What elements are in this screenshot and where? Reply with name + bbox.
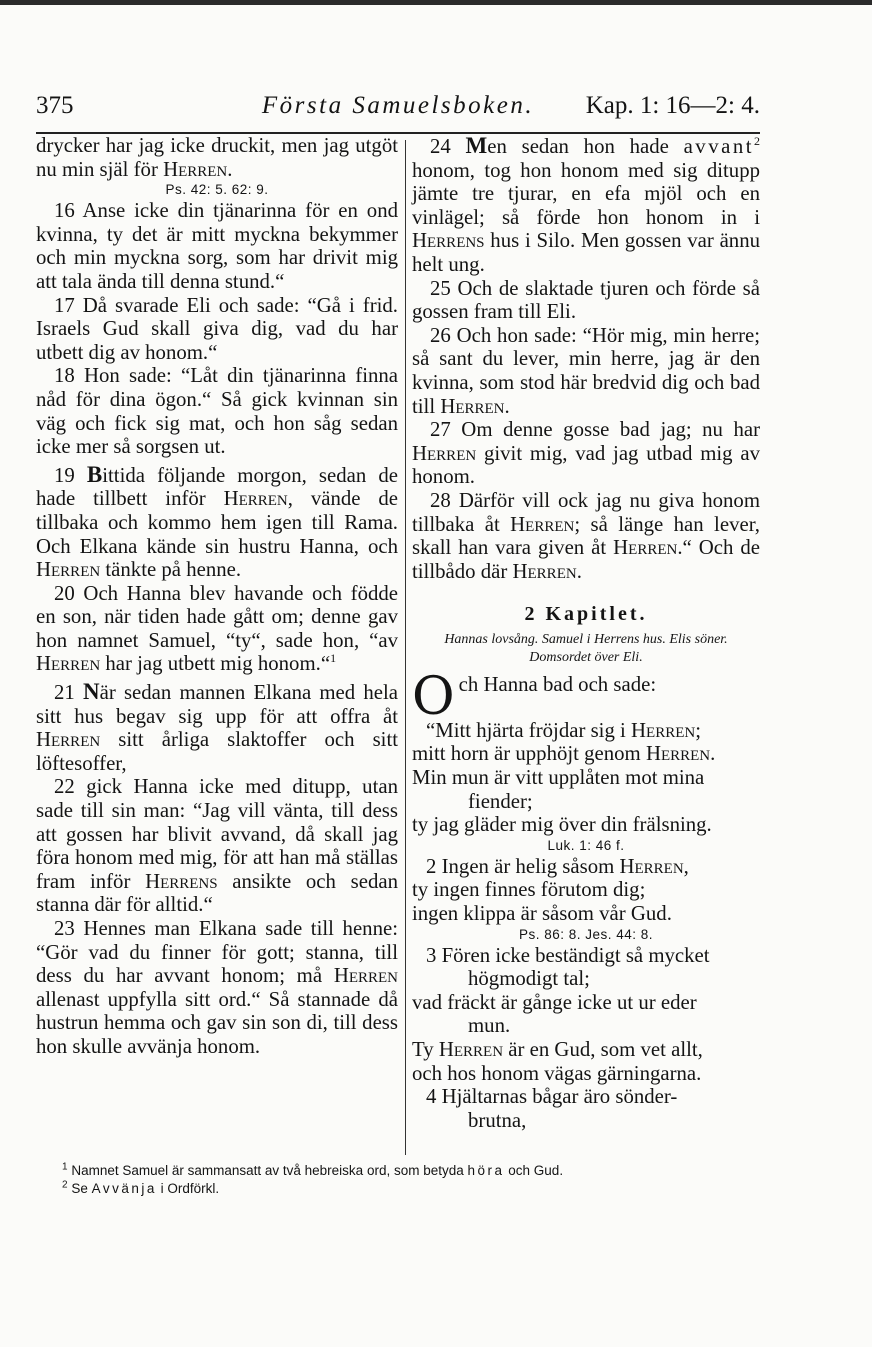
verse-28: 28 Därför vill ock jag nu giva honom tillbaka åt Herren; så länge han lever, skall han vara given åt Herren.“ Och de tillbådo där Herren. [412, 488, 760, 583]
poem-line: Ty Herren är en Gud, som vet allt, [412, 1038, 703, 1061]
poem-line: vad fräckt är gånge icke ut ur eder [412, 990, 697, 1014]
poem-line-continuation: högmodigt tal; [468, 967, 590, 991]
poem-line: “Mitt hjärta fröjdar sig i Herren; [426, 718, 701, 742]
chapter-2-verse-1-intro: Och Hanna bad och sade: [412, 666, 657, 727]
verse-24: 24 Men sedan hon hade avvant$^2$ honom, tog hon honom med sig ditupp jämte tre tjurar, en efa mjöl och en vinlägel; så förde hon honom in i Herrens hus i Silo. Men gossen var ännu helt ung. [412, 133, 761, 276]
poem-line: 2 Ingen är helig såsom Herren, [426, 854, 689, 878]
verse-25: 25 Och de slaktade tjuren och förde så gossen fram till Eli. [412, 276, 760, 324]
poem-line: mitt horn är upphöjt genom Herren. [412, 742, 716, 766]
page-number: 375 [36, 92, 74, 119]
verse-17: 17 Då svarade Eli och sade: “Gå i frid. Israels Gud skall giva dig, vad du har utbett dig av honom.“ [36, 293, 398, 364]
column-divider [405, 140, 406, 1155]
poem-line: ty jag gläder mig över din frälsning. [412, 813, 712, 837]
poem-line-continuation: fiender; [468, 789, 533, 813]
verse-23: 23 Hennes man Elkana sade till henne: “Gör vad du finner för gott; stanna, till dess du har avvant honom; må Herren allenast uppfylla sitt ord.“ Så stannade då hustrun hemma och gav sin son di, till dess hon skulle avvänja honom. [36, 917, 398, 1058]
poem-line: 4 Hjältarnas bågar äro sönder- [426, 1085, 678, 1109]
verse-18: 18 Hon sade: “Låt din tjänarinna finna nåd för dina ögon.“ Så gick kvinnan sin väg och fick sig mat, och hon såg sedan icke mer så sorgsen ut. [36, 364, 398, 459]
verse-19: 19 Bittida följande morgon, sedan de hade tillbett inför Herren, vände de tillbaka och kommo hem igen till Rama. Och Elkana kände sin hustru Hanna, och Herren tänkte på henne. [36, 461, 398, 582]
poem-line: Min mun är vitt upplåten mot mina [412, 766, 705, 790]
page-header [36, 92, 760, 128]
poem-line-continuation: brutna, [468, 1108, 527, 1132]
verse-20: 20 Och Hanna blev havande och födde en son, när tiden hade gått om; denne gav hon namnet Samuel, “ty“, sade hon, “av Herren har jag utbett mig honom.“$^1$ [36, 581, 398, 676]
cross-reference: Luk. 1: 46 f. [547, 837, 625, 853]
drop-cap: O [412, 666, 455, 727]
verse-15-continuation: drycker har jag icke druckit, men jag utgöt nu min själ för Herren. [36, 134, 398, 181]
top-edge-line [0, 0, 872, 5]
left-column [36, 134, 398, 1059]
footnote-marker: 2 [754, 134, 761, 149]
running-title: Första Samuelsboken. [261, 92, 535, 119]
poem-line: och hos honom vägas gärningarna. [412, 1061, 702, 1085]
cross-reference: Ps. 42: 5. 62: 9. [165, 182, 269, 198]
verse-26: 26 Och hon sade: “Hör mig, min herre; så sant du lever, min herre, jag är den kvinna, som stod här bredvid dig och bad till Herren. [412, 323, 760, 418]
verse-16: 16 Anse icke din tjänarinna för en ond kvinna, ty det är mitt myckna bekymmer och min myckna sorg, som har drivit mig att tala ända till denna stund.“ [36, 199, 398, 293]
poem-line: ty ingen finnes förutom dig; [412, 878, 646, 902]
cross-reference: Ps. 86: 8. Jes. 44: 8. [518, 926, 654, 942]
verse-22: 22 gick Hanna icke med ditupp, utan sade till sin man: “Jag vill vänta, till dess att gossen har blivit avvand, då skall jag föra honom med mig, för att han må ställas fram inför Herrens ansikte och sedan stanna där för alltid.“ [36, 775, 398, 917]
verse-27: 27 Om denne gosse bad jag; nu har Herren givit mig, vad jag utbad mig av honom. [412, 418, 760, 489]
footnote-2: $^2$ Se Avvänja i Ordförkl. [62, 1179, 220, 1196]
poem-line-continuation: mun. [468, 1014, 511, 1038]
poem-line: ingen klippa är såsom vår Gud. [412, 902, 672, 926]
right-column [412, 134, 760, 1132]
footnote-marker: 1 [330, 651, 337, 666]
chapter-summary: Hannas lovsång. Samuel i Herrens hus. Elis söner. Domsordet över Eli. [444, 631, 728, 665]
footnote-1: $^1$ Namnet Samuel är sammansatt av två hebreiska ord, som betyda höra och Gud. [62, 1161, 564, 1178]
verse-21: 21 När sedan mannen Elkana med hela sitt hus begav sig upp för att offra åt Herren sitt årliga slaktoffer och sitt löftesoffer, [36, 679, 398, 775]
poem-line: 3 Fören icke beständigt så mycket [426, 943, 710, 967]
chapter-heading: 2 Kapitlet. [524, 603, 648, 626]
chapter-reference: Kap. 1: 16—2: 4. [585, 92, 760, 119]
footnotes [62, 1162, 762, 1198]
